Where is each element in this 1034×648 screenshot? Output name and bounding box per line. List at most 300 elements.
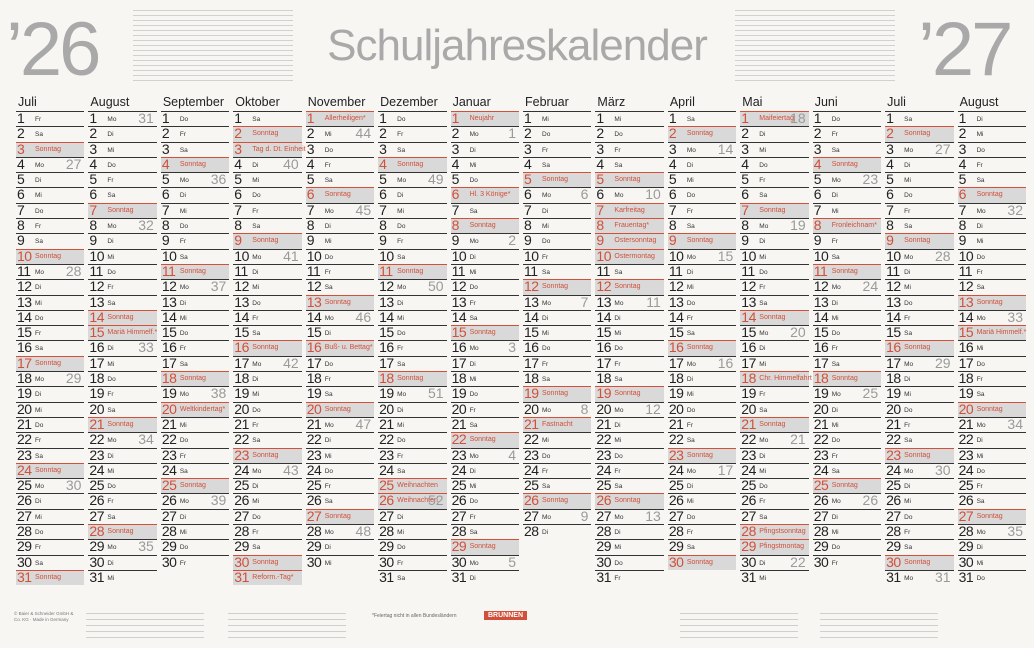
weekday-label: Sonntag bbox=[179, 267, 206, 275]
weekday-label: Do bbox=[107, 268, 116, 276]
day-number: 23 bbox=[161, 446, 177, 463]
day-number: 26 bbox=[524, 492, 539, 509]
day-number: 12 bbox=[524, 278, 539, 295]
calendar-day bbox=[16, 570, 84, 585]
weekday-label: Fr bbox=[686, 314, 693, 322]
weekday-label: Mo bbox=[179, 177, 189, 185]
calendar-day bbox=[668, 524, 736, 539]
weekday-label: Mo bbox=[469, 238, 479, 246]
weekday-label: Sa bbox=[686, 223, 695, 231]
calendar-day bbox=[161, 111, 229, 126]
weekday-label: Fr bbox=[179, 238, 186, 246]
weekday-label: Mi bbox=[35, 406, 42, 414]
calendar-day bbox=[306, 524, 374, 539]
week-number: 33 bbox=[1007, 308, 1023, 325]
calendar-day bbox=[595, 142, 663, 157]
day-number: 9 bbox=[234, 232, 242, 249]
week-number: 46 bbox=[355, 308, 372, 325]
day-number: 9 bbox=[89, 232, 97, 249]
weekday-label: Do bbox=[686, 513, 696, 521]
imprint-text: © Baier & Schneider GmbH & Co. KG · Made in Germany bbox=[14, 611, 74, 622]
day-number: 26 bbox=[813, 492, 829, 509]
weekday-label: Sonntag bbox=[831, 267, 858, 275]
calendar-day bbox=[813, 172, 881, 187]
week-number: 43 bbox=[283, 461, 299, 478]
calendar-day bbox=[740, 203, 808, 218]
day-number: 7 bbox=[524, 201, 532, 218]
day-number: 12 bbox=[234, 278, 249, 295]
day-number: 1 bbox=[451, 110, 459, 126]
day-number: 8 bbox=[596, 217, 604, 234]
week-number: 12 bbox=[645, 400, 661, 417]
weekday-label: Do bbox=[831, 116, 841, 123]
week-number: 34 bbox=[138, 431, 154, 448]
weekday-label: Mi bbox=[831, 314, 839, 322]
day-number: 13 bbox=[596, 293, 611, 310]
weekday-label: Mo bbox=[107, 116, 117, 123]
day-number: 7 bbox=[813, 201, 821, 218]
calendar-day bbox=[523, 417, 591, 432]
weekday-label: Do bbox=[469, 284, 478, 292]
calendar-day bbox=[595, 233, 663, 248]
day-number: 16 bbox=[813, 339, 829, 356]
calendar-day bbox=[958, 463, 1026, 478]
day-number: 3 bbox=[524, 140, 532, 157]
calendar-day bbox=[740, 417, 808, 432]
day-number: 2 bbox=[379, 125, 387, 142]
weekday-label: Di bbox=[976, 437, 983, 445]
weekday-label: Fr bbox=[831, 131, 838, 139]
calendar-day bbox=[958, 417, 1026, 432]
weekday-label: Fr bbox=[179, 452, 186, 460]
calendar-day bbox=[306, 233, 374, 248]
calendar-day bbox=[668, 432, 736, 447]
calendar-day bbox=[595, 203, 663, 218]
day-number: 18 bbox=[886, 370, 901, 387]
day-number: 10 bbox=[958, 247, 974, 264]
calendar-day bbox=[306, 463, 374, 478]
calendar-day bbox=[16, 386, 84, 401]
calendar-day bbox=[958, 172, 1026, 187]
calendar-day bbox=[813, 524, 881, 539]
day-number: 1 bbox=[17, 110, 25, 126]
calendar-day bbox=[958, 555, 1026, 570]
day-number: 29 bbox=[958, 538, 974, 555]
day-number: 22 bbox=[958, 431, 974, 448]
calendar-day bbox=[88, 555, 156, 570]
weekday-label: Di bbox=[759, 345, 766, 353]
day-number: 12 bbox=[958, 278, 974, 295]
day-number: 2 bbox=[741, 125, 749, 142]
month-name: März bbox=[597, 95, 626, 109]
holiday-name: Buß- u. Bettag* bbox=[324, 344, 373, 352]
day-number: 27 bbox=[451, 507, 467, 524]
calendar-day bbox=[813, 325, 881, 340]
weekday-label: Mo bbox=[324, 207, 334, 215]
calendar-day bbox=[740, 279, 808, 294]
day-number: 30 bbox=[234, 553, 249, 570]
calendar-day bbox=[813, 264, 881, 279]
weekday-label: Di bbox=[252, 161, 259, 169]
weekday-label: Sa bbox=[397, 467, 406, 475]
day-number: 31 bbox=[379, 568, 394, 585]
day-number: 6 bbox=[886, 186, 894, 203]
month-column bbox=[233, 93, 306, 610]
day-number: 8 bbox=[17, 217, 25, 234]
weekday-label: Mi bbox=[976, 238, 984, 246]
day-number: 21 bbox=[596, 415, 611, 432]
calendar-day bbox=[161, 142, 229, 157]
day-number: 26 bbox=[451, 492, 467, 509]
calendar-day bbox=[813, 386, 881, 401]
day-number: 23 bbox=[379, 446, 394, 463]
week-number: 32 bbox=[138, 217, 154, 234]
weekday-label: Mo bbox=[686, 253, 696, 261]
calendar-day bbox=[523, 493, 591, 508]
calendar-day bbox=[306, 126, 374, 141]
weekday-label: Sa bbox=[976, 177, 985, 185]
day-number: 7 bbox=[741, 201, 749, 218]
day-number: 18 bbox=[17, 370, 32, 387]
day-number: 14 bbox=[89, 308, 104, 325]
day-number: 22 bbox=[17, 431, 32, 448]
month-name: September bbox=[162, 95, 224, 109]
weekday-label: Fr bbox=[542, 146, 549, 154]
calendar-day bbox=[378, 509, 446, 524]
weekday-label: Di bbox=[686, 483, 693, 491]
day-number: 29 bbox=[451, 538, 467, 555]
weekday-label: Sa bbox=[397, 253, 406, 261]
calendar-day bbox=[668, 157, 736, 172]
day-number: 2 bbox=[886, 125, 894, 142]
week-number: 25 bbox=[862, 385, 879, 402]
weekday-label: Di bbox=[686, 161, 693, 169]
weekday-label: Fr bbox=[179, 131, 186, 139]
calendar-day bbox=[16, 295, 84, 310]
calendar-day bbox=[668, 478, 736, 493]
calendar-day bbox=[958, 509, 1026, 524]
calendar-day bbox=[233, 448, 301, 463]
weekday-label: Mo bbox=[542, 192, 552, 200]
day-number: 7 bbox=[886, 201, 894, 218]
weekday-label: Do bbox=[542, 238, 551, 246]
day-number: 11 bbox=[379, 262, 393, 279]
day-number: 20 bbox=[89, 400, 104, 417]
month-name: Juli bbox=[18, 95, 37, 109]
day-number: 29 bbox=[741, 538, 756, 555]
weekday-label: Fr bbox=[614, 574, 621, 582]
weekday-label: Sa bbox=[614, 268, 623, 276]
calendar-day bbox=[740, 356, 808, 371]
calendar-day bbox=[740, 432, 808, 447]
weekday-label: Sonntag bbox=[759, 313, 786, 321]
calendar-day bbox=[88, 432, 156, 447]
calendar-day bbox=[595, 111, 663, 126]
weekday-label: Do bbox=[179, 330, 189, 338]
weekday-label: Di bbox=[324, 544, 331, 552]
weekday-label: Do bbox=[35, 529, 44, 537]
day-number: 26 bbox=[89, 492, 104, 509]
weekday-label: Sonntag bbox=[904, 344, 931, 352]
day-number: 12 bbox=[813, 278, 829, 295]
calendar-day bbox=[233, 187, 301, 202]
calendar-day bbox=[668, 264, 736, 279]
weekday-label: Fr bbox=[469, 299, 476, 307]
weekday-label: Di bbox=[614, 314, 621, 322]
calendar-day bbox=[16, 402, 84, 417]
weekday-label: Do bbox=[469, 177, 478, 185]
day-number: 15 bbox=[813, 324, 829, 341]
weekday-label: Mo bbox=[397, 391, 407, 399]
calendar-day bbox=[378, 524, 446, 539]
calendar-day bbox=[16, 310, 84, 325]
calendar-day bbox=[740, 524, 808, 539]
calendar-day bbox=[306, 310, 374, 325]
weekday-label: Mi bbox=[107, 574, 115, 582]
calendar-day bbox=[813, 432, 881, 447]
weekday-label: Sonntag bbox=[686, 451, 713, 459]
month-name: August bbox=[90, 95, 130, 109]
day-number: 17 bbox=[524, 354, 539, 371]
calendar-day bbox=[595, 570, 663, 585]
day-number: 18 bbox=[813, 370, 829, 387]
calendar-day bbox=[451, 111, 519, 126]
day-number: 23 bbox=[741, 446, 756, 463]
day-number: 20 bbox=[234, 400, 249, 417]
calendar-day bbox=[88, 524, 156, 539]
day-number: 25 bbox=[886, 477, 901, 494]
calendar-day bbox=[885, 126, 953, 141]
calendar-day bbox=[306, 555, 374, 570]
calendar-day bbox=[88, 570, 156, 585]
week-number: 17 bbox=[717, 461, 734, 478]
day-number: 11 bbox=[813, 262, 828, 279]
calendar-day bbox=[958, 371, 1026, 386]
day-number: 8 bbox=[89, 217, 97, 234]
day-number: 3 bbox=[451, 140, 459, 157]
day-number: 5 bbox=[524, 171, 532, 188]
day-number: 27 bbox=[596, 507, 611, 524]
calendar-day bbox=[740, 509, 808, 524]
calendar-day bbox=[16, 218, 84, 233]
calendar-day bbox=[161, 432, 229, 447]
calendar-day bbox=[958, 402, 1026, 417]
weekday-label: Mi bbox=[976, 345, 984, 353]
calendar-day bbox=[885, 555, 953, 570]
weekday-label: Fr bbox=[324, 376, 331, 384]
day-number: 10 bbox=[596, 247, 611, 264]
day-number: 5 bbox=[89, 171, 97, 188]
weekday-label: Sa bbox=[469, 207, 478, 215]
day-number: 4 bbox=[958, 155, 966, 172]
weekday-label: Fr bbox=[759, 391, 766, 399]
calendar-day bbox=[813, 187, 881, 202]
day-number: 26 bbox=[161, 492, 177, 509]
weekday-label: Di bbox=[469, 146, 476, 154]
day-number: 2 bbox=[524, 125, 532, 142]
calendar-day bbox=[88, 340, 156, 355]
day-number: 17 bbox=[17, 354, 32, 371]
calendar-day bbox=[161, 310, 229, 325]
calendar-day bbox=[16, 356, 84, 371]
weekday-label: Di bbox=[904, 376, 911, 384]
day-number: 10 bbox=[886, 247, 901, 264]
day-number: 20 bbox=[161, 400, 177, 417]
weekday-label: Fr bbox=[976, 268, 983, 276]
day-number: 31 bbox=[958, 568, 974, 585]
day-number: 26 bbox=[958, 492, 974, 509]
calendar-day bbox=[523, 463, 591, 478]
weekday-label: Fr bbox=[35, 544, 42, 552]
weekday-label: Mi bbox=[759, 574, 767, 582]
weekday-label: Do bbox=[614, 345, 623, 353]
calendar-day bbox=[523, 448, 591, 463]
day-number: 15 bbox=[234, 324, 249, 341]
calendar-day bbox=[16, 448, 84, 463]
day-number: 30 bbox=[379, 553, 394, 570]
weekday-label: Sa bbox=[686, 330, 695, 338]
calendar-day bbox=[306, 264, 374, 279]
weekday-label: Do bbox=[759, 268, 768, 276]
day-number: 24 bbox=[524, 461, 539, 478]
calendar-day bbox=[16, 463, 84, 478]
day-number: 2 bbox=[668, 125, 677, 142]
calendar-day bbox=[595, 371, 663, 386]
calendar-day bbox=[233, 111, 301, 126]
weekday-label: Mi bbox=[324, 131, 332, 139]
day-number: 8 bbox=[886, 217, 894, 234]
weekday-label: Sonntag bbox=[35, 145, 62, 153]
calendar-day bbox=[451, 340, 519, 355]
weekday-label: Do bbox=[107, 483, 116, 491]
weekday-label: Mi bbox=[35, 513, 42, 521]
day-number: 21 bbox=[89, 415, 104, 432]
week-number: 19 bbox=[790, 217, 806, 234]
calendar-day bbox=[958, 493, 1026, 508]
calendar-day bbox=[885, 402, 953, 417]
weekday-label: Sonntag bbox=[324, 298, 351, 306]
calendar-day bbox=[885, 478, 953, 493]
weekday-label: Di bbox=[397, 513, 404, 521]
calendar-day bbox=[88, 325, 156, 340]
week-number: 6 bbox=[580, 186, 589, 203]
calendar-day bbox=[451, 233, 519, 248]
calendar-day bbox=[16, 555, 84, 570]
day-number: 26 bbox=[596, 492, 611, 509]
day-number: 10 bbox=[813, 247, 829, 264]
day-number: 3 bbox=[234, 140, 242, 157]
calendar-day bbox=[813, 356, 881, 371]
weekday-label: Sa bbox=[831, 360, 840, 368]
weekday-label: Sa bbox=[397, 360, 406, 368]
calendar-day bbox=[16, 493, 84, 508]
day-number: 5 bbox=[886, 171, 894, 188]
day-number: 3 bbox=[596, 140, 604, 157]
weekday-label: Mi bbox=[614, 437, 622, 445]
weekday-label: Mo bbox=[831, 177, 841, 185]
calendar-day bbox=[306, 187, 374, 202]
day-number: 10 bbox=[306, 247, 322, 264]
weekday-label: Mi bbox=[397, 314, 404, 322]
calendar-day bbox=[740, 172, 808, 187]
calendar-day bbox=[451, 325, 519, 340]
weekday-label: Do bbox=[759, 161, 768, 169]
calendar-day bbox=[595, 402, 663, 417]
calendar-day bbox=[161, 340, 229, 355]
day-number: 18 bbox=[596, 370, 611, 387]
year-end-label: ’27 bbox=[918, 7, 1011, 92]
weekday-label: Fr bbox=[252, 314, 259, 322]
day-number: 16 bbox=[306, 339, 322, 356]
calendar-day bbox=[813, 493, 881, 508]
weekday-label: Mo bbox=[831, 284, 841, 292]
weekday-label: Do bbox=[542, 452, 551, 460]
day-number: 31 bbox=[886, 568, 901, 585]
calendar-day bbox=[595, 478, 663, 493]
day-number: 4 bbox=[524, 155, 532, 172]
day-number: 29 bbox=[379, 538, 394, 555]
day-number: 14 bbox=[379, 308, 394, 325]
calendar-day bbox=[595, 493, 663, 508]
day-number: 18 bbox=[668, 370, 684, 387]
day-number: 25 bbox=[379, 477, 394, 494]
day-number: 2 bbox=[813, 125, 821, 142]
day-number: 6 bbox=[668, 186, 677, 203]
day-number: 7 bbox=[451, 201, 459, 218]
day-number: 14 bbox=[234, 308, 249, 325]
calendar-day bbox=[233, 402, 301, 417]
weekday-label: Mi bbox=[252, 498, 260, 506]
calendar-day bbox=[451, 570, 519, 585]
weekday-label: Do bbox=[107, 161, 116, 169]
weekday-label: Sonntag bbox=[469, 222, 496, 230]
weekday-label: Sa bbox=[759, 513, 768, 521]
weekday-label: Mi bbox=[686, 498, 694, 506]
day-number: 20 bbox=[813, 400, 829, 417]
weekday-label: Mi bbox=[686, 284, 694, 292]
day-number: 9 bbox=[886, 232, 894, 249]
weekday-label: Sa bbox=[397, 574, 406, 582]
weekday-label: Di bbox=[107, 559, 114, 567]
day-number: 10 bbox=[89, 247, 104, 264]
calendar-day bbox=[523, 524, 591, 539]
calendar-day bbox=[595, 310, 663, 325]
weekday-label: Fr bbox=[397, 559, 404, 567]
weekday-label: Do bbox=[904, 406, 913, 414]
day-number: 3 bbox=[17, 140, 25, 157]
weekday-label: Sonntag bbox=[976, 512, 1003, 520]
weekday-label: Sonntag bbox=[397, 160, 424, 168]
week-number: 52 bbox=[427, 492, 444, 509]
day-number: 13 bbox=[886, 293, 901, 310]
weekday-label: Mo bbox=[976, 529, 986, 537]
calendar-day bbox=[958, 279, 1026, 294]
weekday-label: Di bbox=[614, 529, 621, 537]
calendar-day bbox=[740, 448, 808, 463]
day-number: 21 bbox=[668, 415, 684, 432]
day-number: 22 bbox=[596, 431, 611, 448]
weekday-label: Sa bbox=[107, 192, 116, 200]
day-number: 12 bbox=[17, 278, 32, 295]
weekday-label: Fr bbox=[904, 207, 911, 215]
calendar-day bbox=[378, 555, 446, 570]
calendar-day bbox=[88, 478, 156, 493]
calendar-day bbox=[885, 325, 953, 340]
weekday-label: Sa bbox=[686, 437, 695, 445]
weekday-label: Fr bbox=[686, 207, 693, 215]
calendar-day bbox=[233, 126, 301, 141]
day-number: 8 bbox=[451, 217, 459, 234]
